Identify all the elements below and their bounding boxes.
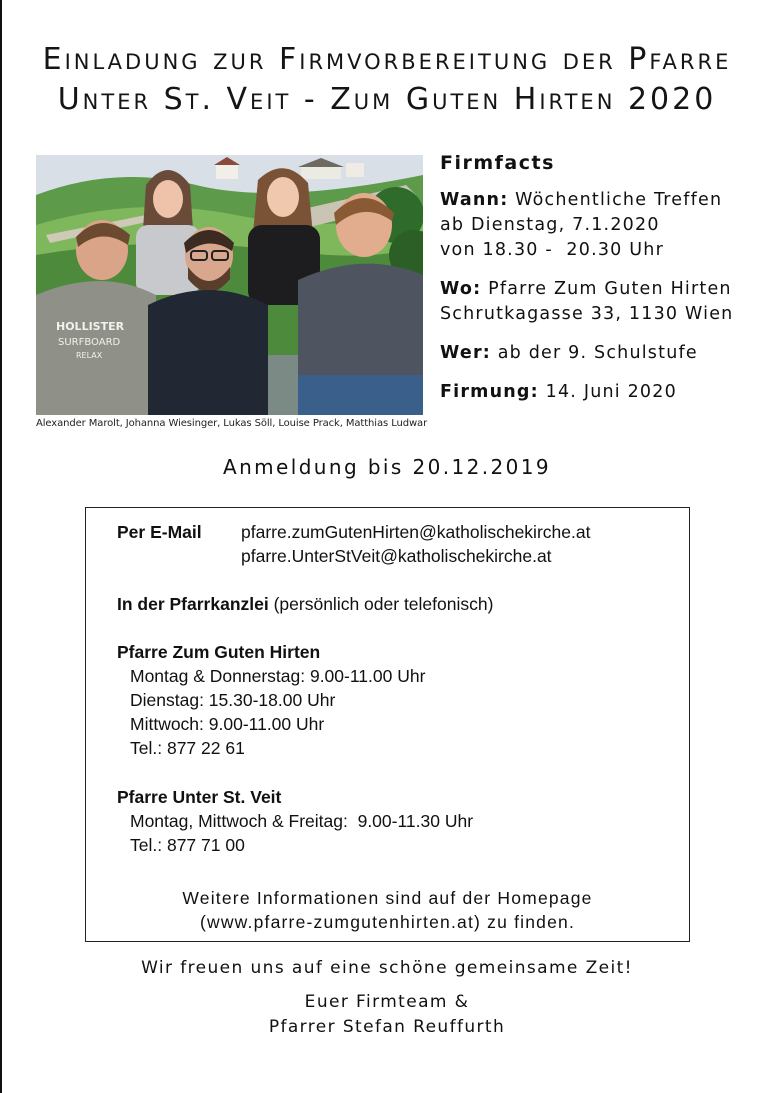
page-title-line-2: Unter St. Veit - Zum Guten Hirten 2020 xyxy=(57,82,717,117)
wer-label: Wer: xyxy=(440,343,491,363)
registration-deadline: Anmeldung bis 20.12.2019 xyxy=(223,455,551,479)
signature-line-1: Euer Firmteam & xyxy=(304,992,470,1012)
kanzlei-line xyxy=(117,592,493,616)
svg-text:RELAX: RELAX xyxy=(76,351,103,360)
firmfacts-heading: Firmfacts xyxy=(440,152,555,174)
wo-line-2: Schrutkagasse 33, 1130 Wien xyxy=(440,304,734,324)
registration-box xyxy=(85,507,690,942)
firmfacts-panel xyxy=(440,152,770,419)
info-line-2[interactable]: (www.pfarre-zumgutenhirten.at) zu finden. xyxy=(199,912,576,932)
shirt-print: HOLLISTER xyxy=(56,320,125,333)
parish-1-phone: Tel.: 877 22 61 xyxy=(130,738,245,758)
parish-2-hours: Montag, Mittwoch & Freitag: 9.00-11.30 Uhr xyxy=(130,811,474,831)
facts-wann xyxy=(440,188,770,263)
signature-line-2: Pfarrer Stefan Reuffurth xyxy=(268,1017,506,1037)
wer-text: ab der 9. Schulstufe xyxy=(497,343,698,363)
photo-caption: Alexander Marolt, Johanna Wiesinger, Lukas Söll, Louise Prack, Matthias Ludwar xyxy=(36,418,428,429)
parish-1-hours-3: Mittwoch: 9.00-11.00 Uhr xyxy=(130,714,325,734)
page-title-line-1: Einladung zur Firmvorbereitung der Pfarre xyxy=(42,42,732,77)
firmung-label: Firmung: xyxy=(440,382,539,402)
parish-2-name: Pfarre Unter St. Veit xyxy=(117,787,282,807)
kanzlei-note: (persönlich oder telefonisch) xyxy=(268,594,494,614)
parish-1-hours-2: Dienstag: 15.30-18.00 Uhr xyxy=(130,690,336,710)
facts-wer xyxy=(440,341,770,366)
wann-line-3: von 18.30 - 20.30 Uhr xyxy=(440,240,664,260)
wann-label: Wann: xyxy=(440,190,509,210)
wann-line-1: Wöchentliche Treffen xyxy=(515,190,723,210)
firmung-text: 14. Juni 2020 xyxy=(545,382,677,402)
group-photo xyxy=(36,155,423,415)
email-link-1[interactable]: pfarre.zumGutenHirten@katholischekirche.at xyxy=(241,522,591,542)
parish-2-phone: Tel.: 877 71 00 xyxy=(130,835,245,855)
kanzlei-label: In der Pfarrkanzlei xyxy=(117,594,269,614)
info-line-1: Weitere Informationen sind auf der Homepage xyxy=(182,888,593,908)
page-edge xyxy=(0,0,2,1093)
email-label: Per E-Mail xyxy=(117,522,202,542)
closing-greeting: Wir freuen uns auf eine schöne gemeinsame Zeit! xyxy=(141,958,633,978)
wo-label: Wo: xyxy=(440,279,482,299)
facts-wo xyxy=(440,277,770,327)
wo-line-1: Pfarre Zum Guten Hirten xyxy=(488,279,732,299)
parish-1-hours-1: Montag & Donnerstag: 9.00-11.00 Uhr xyxy=(130,666,426,686)
svg-text:SURFBOARD: SURFBOARD xyxy=(58,337,121,348)
email-link-2[interactable]: pfarre.UnterStVeit@katholischekirche.at xyxy=(241,546,552,566)
facts-firmung xyxy=(440,380,770,405)
wann-line-2: ab Dienstag, 7.1.2020 xyxy=(440,215,660,235)
parish-1-name: Pfarre Zum Guten Hirten xyxy=(117,642,321,662)
